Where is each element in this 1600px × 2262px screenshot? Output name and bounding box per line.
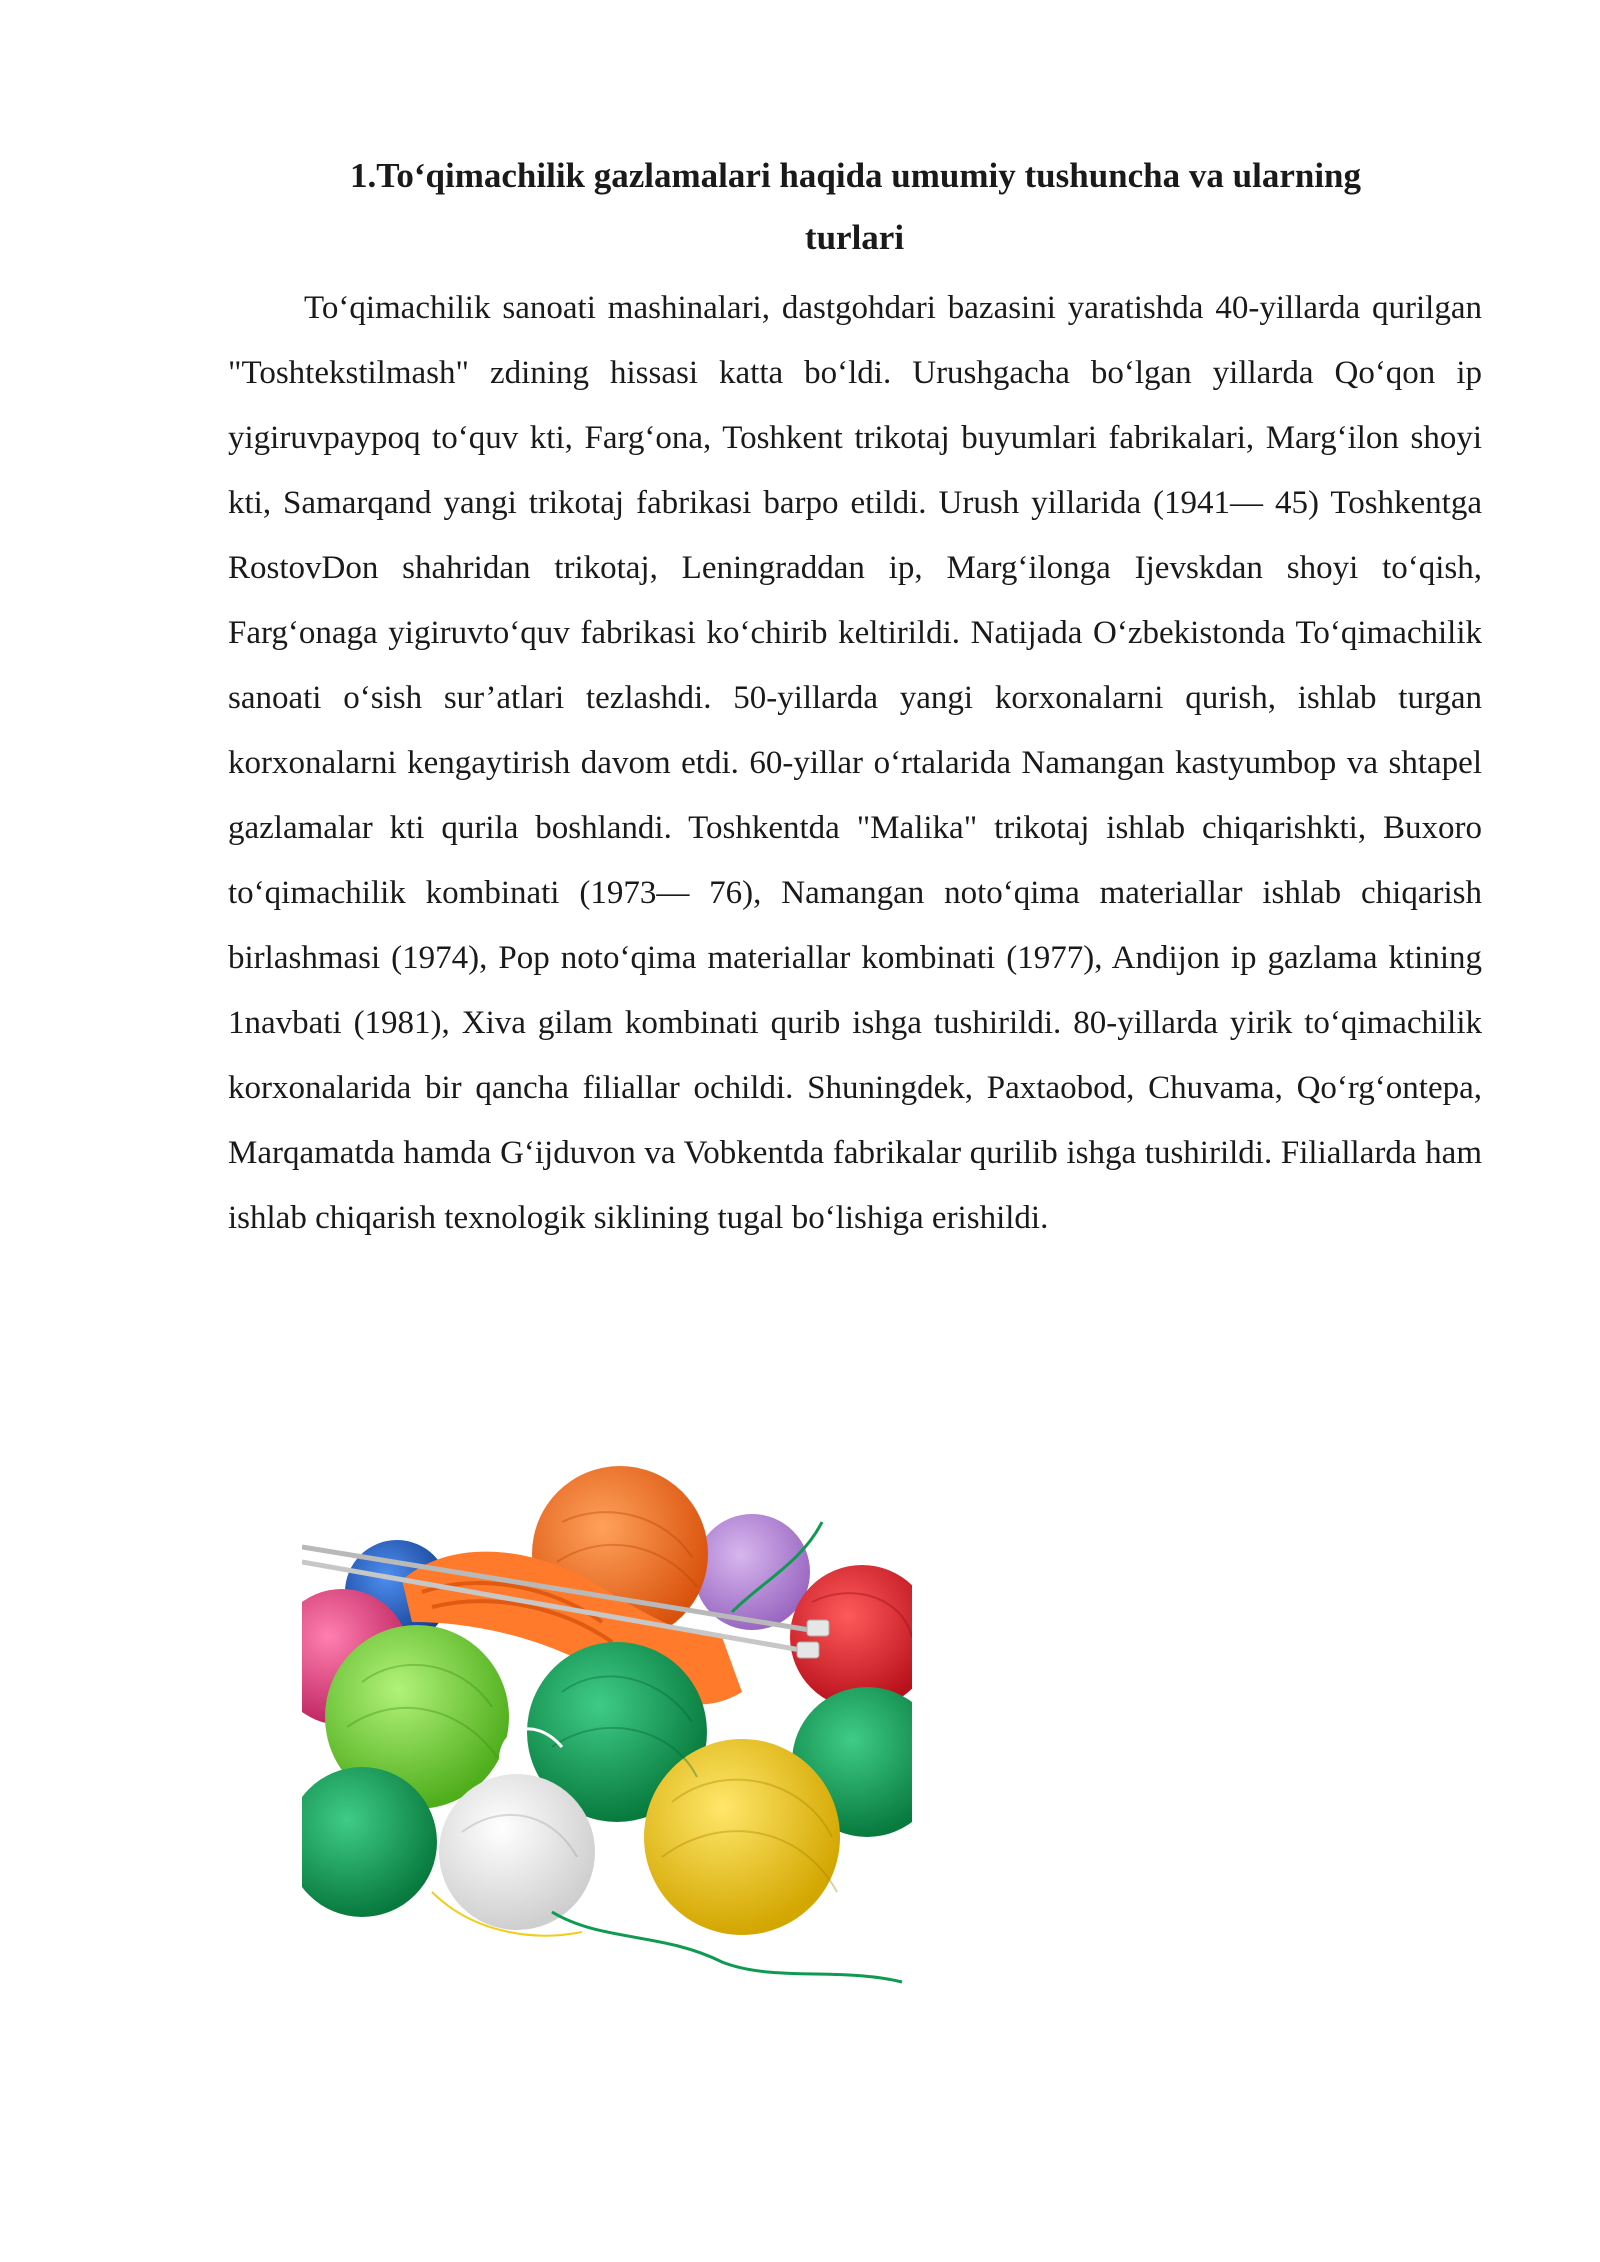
section-heading <box>228 145 1473 269</box>
white-yarn-ball <box>439 1774 595 1930</box>
body-paragraph: To‘qimachilik sanoati mashinalari, dastgohdari bazasini yaratishda 40-yillarda qurilgan "Toshtekstilmash" zdining hissasi katta bo‘ldi. Urushgacha bo‘lgan yillarda Qo‘qon ip yigiruvpaypoq to‘quv kti, Farg‘ona, Toshkent trikotaj buyumlari fabrikalari, Marg‘ilon shoyi kti, Samarqand yangi trikotaj fabrikasi barpo etildi. Urush yillarida (1941— 45) Toshkentga RostovDon shahridan trikotaj, Leningraddan ip, Marg‘ilonga Ijevskdan shoyi to‘qish, Farg‘onaga yigiruvto‘quv fabrikasi ko‘chirib keltirildi. Natijada O‘zbekistonda To‘qimachilik sanoati o‘sish sur’atlari tezlashdi. 50-yillarda yangi korxonalarni qurish, ishlab turgan korxonalarni kengaytirish davom etdi. 60-yillar o‘rtalarida Namangan kastyumbop va shtapel gazlamalar kti qurila boshlandi. Toshkentda "Malika" trikotaj ishlab chiqarishkti, Buxoro to‘qimachilik kombinati (1973— 76), Namangan noto‘qima materiallar ishlab chiqarish birlashmasi (1974), Pop noto‘qima materiallar kombinati (1977), Andijon ip gazlama ktining 1navbati (1981), Xiva gilam kombinati qurib ishga tushirildi. 80-yillarda yirik to‘qimachilik korxonalarida bir qancha filiallar ochildi. Shuningdek, Paxtaobod, Chuvama, Qo‘rg‘ontepa, Marqamatda hamda G‘ijduvon va Vobkentda fabrikalar qurilib ishga tushirildi. Filiallarda ham ishlab chiqarish texnologik siklining tugal bo‘lishiga erishildi. <box>228 290 1482 1236</box>
heading-line-1: 1.To‘qimachilik gazlamalari haqida umumiy tushuncha va ularning <box>350 156 1362 195</box>
heading-line-2: turlari <box>804 218 905 257</box>
yellow-yarn-ball <box>644 1739 840 1935</box>
yarn-balls-image <box>302 1462 912 1992</box>
